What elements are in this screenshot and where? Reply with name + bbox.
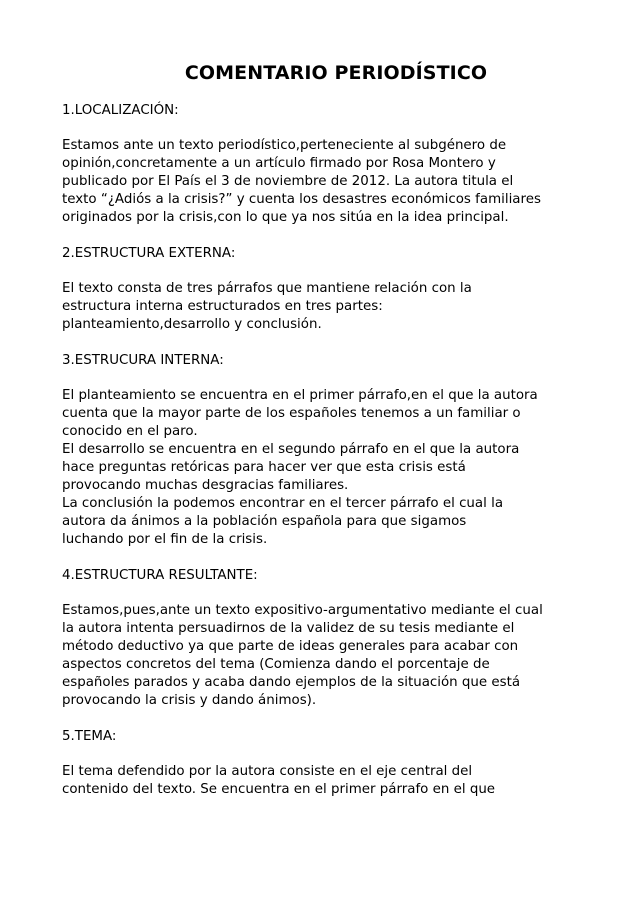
text-line: Estamos ante un texto periodístico,perteneciente al subgénero de <box>62 138 507 153</box>
text-line: planteamiento,desarrollo y conclusión. <box>62 317 322 332</box>
text-line: Estamos,pues,ante un texto expositivo-argumentativo mediante el cual <box>62 603 543 618</box>
text-line: luchando por el fin de la crisis. <box>62 532 268 547</box>
section-heading: 5.TEMA: <box>62 729 117 744</box>
document-page <box>62 62 592 817</box>
text-line: La conclusión la podemos encontrar en el tercer párrafo el cual la <box>62 496 504 511</box>
section-paragraph <box>62 280 592 334</box>
text-line: estructura interna estructurados en tres partes: <box>62 299 383 314</box>
text-line: autora da ánimos a la población española para que sigamos <box>62 514 467 529</box>
section-estructura-resultante <box>62 567 592 710</box>
text-line: provocando muchas desgracias familiares. <box>62 478 349 493</box>
text-line: la autora intenta persuadirnos de la validez de su tesis mediante el <box>62 621 515 636</box>
text-line: aspectos concretos del tema (Comienza dando el porcentaje de <box>62 657 490 672</box>
text-line: conocido en el paro. <box>62 424 198 439</box>
section-heading: 4.ESTRUCTURA RESULTANTE: <box>62 568 258 583</box>
text-line: contenido del texto. Se encuentra en el primer párrafo en el que <box>62 782 496 797</box>
text-line: método deductivo ya que parte de ideas generales para acabar con <box>62 639 519 654</box>
section-tema <box>62 728 592 799</box>
text-line: cuenta que la mayor parte de los españoles tenemos a un familiar o <box>62 406 521 421</box>
text-line: hace preguntas retóricas para hacer ver que esta crisis está <box>62 460 466 475</box>
section-paragraph <box>62 763 592 799</box>
section-localizacion <box>62 102 592 227</box>
text-line: provocando la crisis y dando ánimos). <box>62 693 317 708</box>
section-heading: 3.ESTRUCURA INTERNA: <box>62 353 224 368</box>
text-line: El tema defendido por la autora consiste en el eje central del <box>62 764 473 779</box>
text-line: opinión,concretamente a un artículo firmado por Rosa Montero y <box>62 156 496 171</box>
document-title: COMENTARIO PERIODÍSTICO <box>184 62 488 84</box>
text-line: españoles parados y acaba dando ejemplos de la situación que está <box>62 675 521 690</box>
section-paragraph <box>62 137 592 227</box>
section-paragraph <box>62 387 592 549</box>
text-line: El planteamiento se encuentra en el primer párrafo,en el que la autora <box>62 388 538 403</box>
section-heading: 2.ESTRUCTURA EXTERNA: <box>62 246 236 261</box>
text-line: texto “¿Adiós a la crisis?” y cuenta los desastres económicos familiares <box>62 192 541 207</box>
section-paragraph <box>62 602 592 710</box>
text-line: originados por la crisis,con lo que ya nos sitúa en la idea principal. <box>62 210 509 225</box>
section-heading: 1.LOCALIZACIÓN: <box>62 103 179 118</box>
section-estructura-externa <box>62 245 592 334</box>
text-line: El texto consta de tres párrafos que mantiene relación con la <box>62 281 472 296</box>
text-line: publicado por El País el 3 de noviembre de 2012. La autora titula el <box>62 174 514 189</box>
section-estructura-interna <box>62 352 592 549</box>
text-line: El desarrollo se encuentra en el segundo párrafo en el que la autora <box>62 442 520 457</box>
